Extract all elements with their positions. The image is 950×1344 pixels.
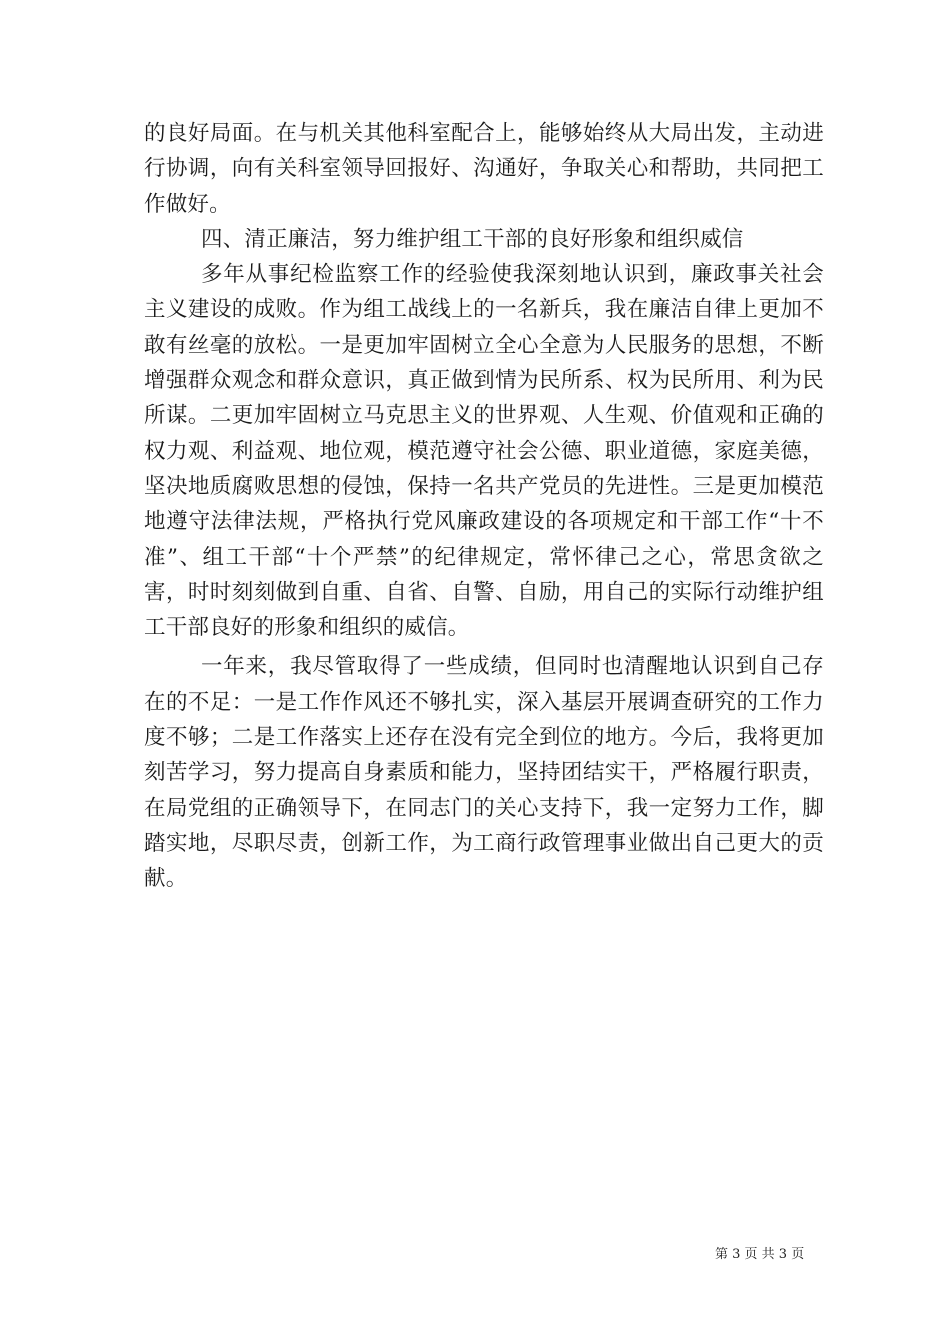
- paragraph-summary: 一年来，我尽管取得了一些成绩，但同时也清醒地认识到自己存在的不足：一是工作作风还不够扎实，深入基层开展调查研究的工作力度不够；二是工作落实上还存在没有完全到位的地方。今后，我将更加刻苦学习，努力提高自身素质和能力，坚持团结实干，严格履行职责，在局党组的正确领导下，在同志门的关心支持下，我一定努力工作，脚踏实地，尽职尽责，创新工作，为工商行政管理事业做出自己更大的贡献。: [144, 654, 824, 892]
- paragraph-integrity: 多年从事纪检监察工作的经验使我深刻地认识到，廉政事关社会主义建设的成败。作为组工战线上的一名新兵，我在廉洁自律上更加不敢有丝毫的放松。一是更加牢固树立全心全意为人民服务的思想，不断增强群众观念和群众意识，真正做到情为民所系、权为民所用、利为民所谋。二更加牢固树立马克思主义的世界观、人生观、价值观和正确的权力观、利益观、地位观，模范遵守社会公德、职业道德，家庭美德，坚决地质腐败思想的侵蚀，保持一名共产党员的先进性。三是更加模范地遵守法律法规，严格执行党风廉政建设的各项规定和干部工作“十不准”、组工干部“十个严禁”的纪律规定，常怀律己之心，常思贪欲之害，时时刻刻做到自重、自省、自警、自励，用自己的实际行动维护组工干部良好的形象和组织的威信。: [144, 262, 824, 641]
- page-number-footer: 第 3 页 共 3 页: [715, 1247, 805, 1262]
- section-heading: 四、清正廉洁，努力维护组工干部的良好形象和组织威信: [201, 226, 744, 252]
- document-body: [144, 116, 824, 897]
- paragraph-continuation: 的良好局面。在与机关其他科室配合上，能够始终从大局出发，主动进行协调，向有关科室领导回报好、沟通好，争取关心和帮助，共同把工作做好。: [144, 121, 824, 217]
